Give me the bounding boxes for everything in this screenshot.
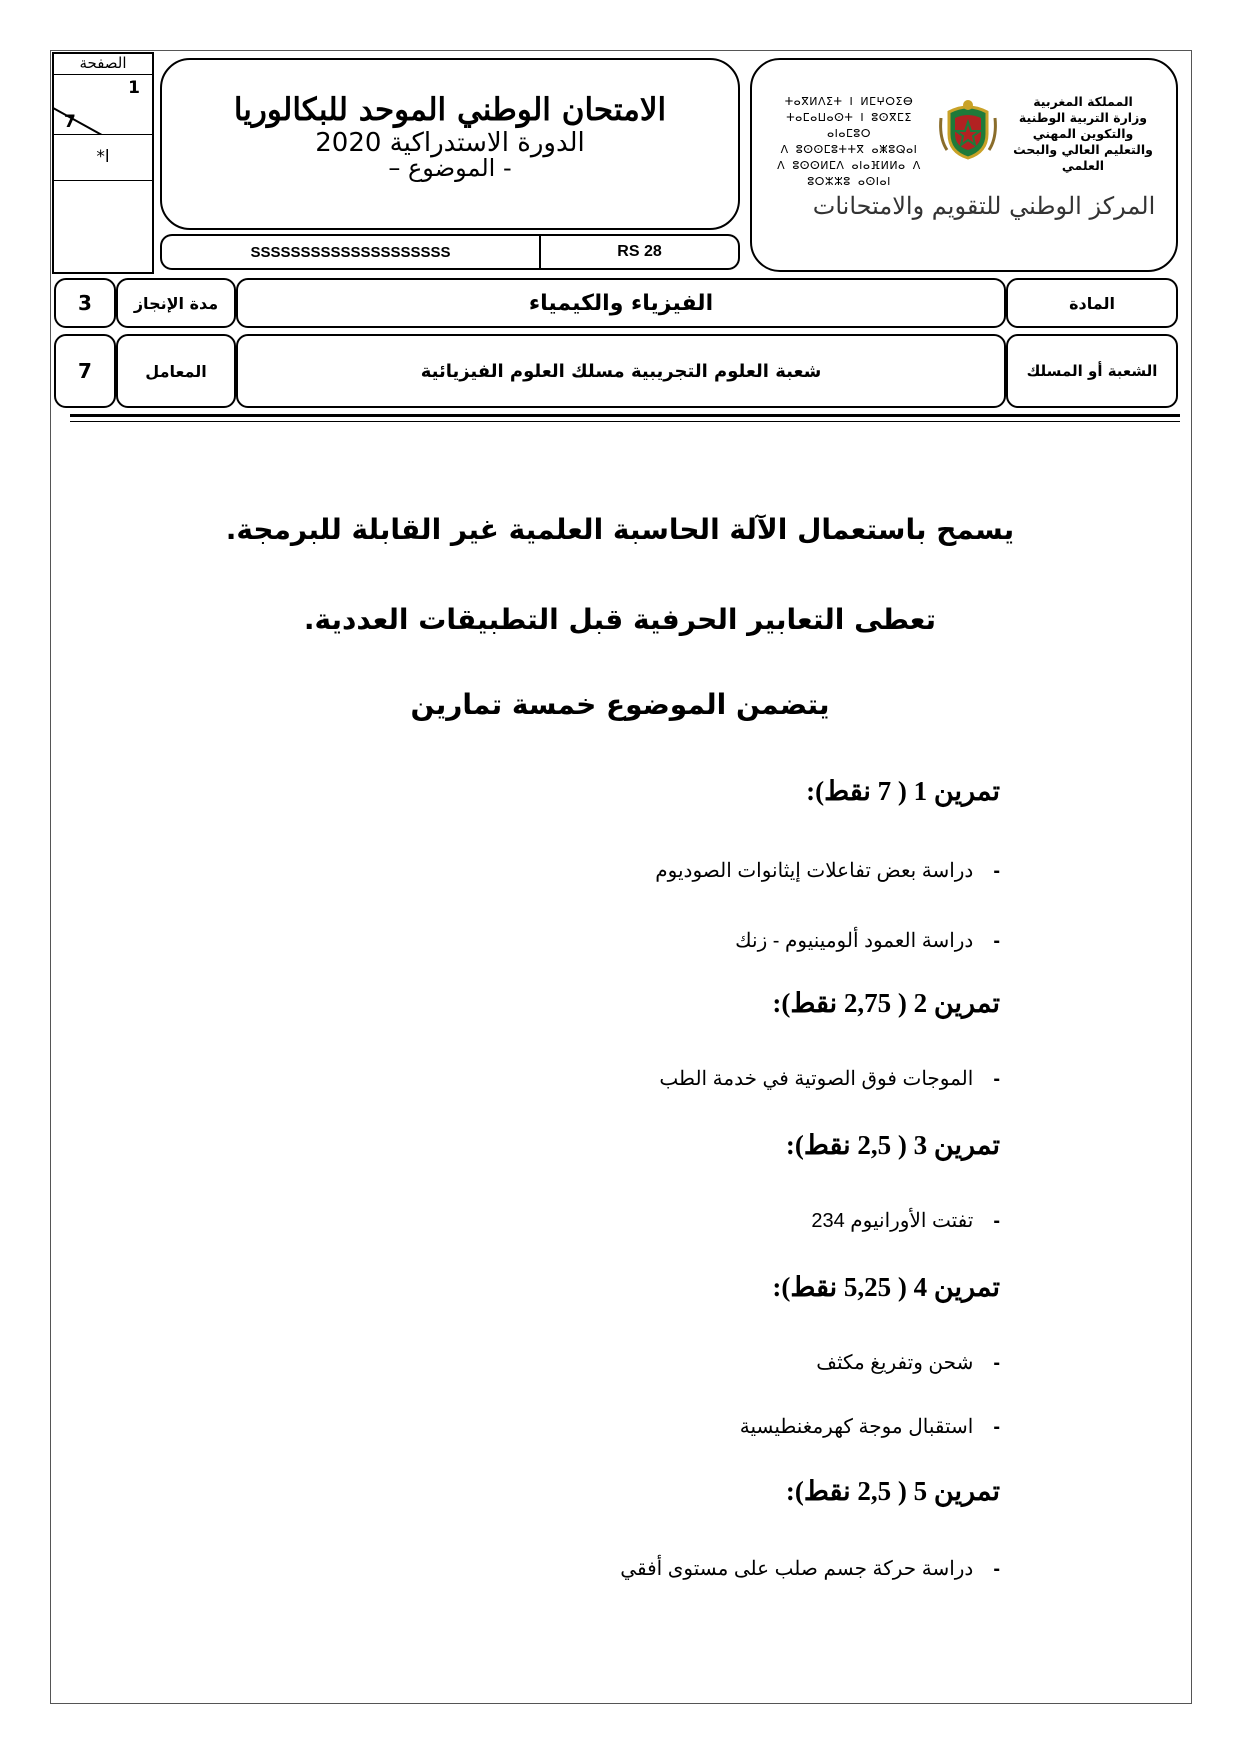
exercise-3-item: -تفتت الأورانيوم 234	[811, 1210, 1000, 1232]
branch-label: الشعبة أو المسلك	[1026, 362, 1158, 380]
exercise-5-title: تمرين 5 ( 2,5 نقط):	[785, 1476, 1000, 1506]
exercise-2-title: تمرين 2 ( 2,75 نقط):	[772, 988, 1000, 1018]
exercise-2-topic-1: الموجات فوق الصوتية في خدمة الطب	[659, 1068, 974, 1090]
exercise-3-title: تمرين 3 ( 2,5 نقط):	[785, 1130, 1000, 1160]
instruction-calculator: يسمح باستعمال الآلة الحاسبة العلمية غير القابلة للبرمجة.	[225, 513, 1015, 546]
page-total: 7	[64, 112, 76, 132]
arabic-ministry-text	[998, 94, 1168, 174]
page-number-box	[52, 52, 154, 274]
branch-value-box	[236, 334, 1006, 408]
exam-code: RS 28	[617, 243, 662, 260]
exercise-1-item: -دراسة بعض تفاعلات إيثانوات الصوديوم	[655, 860, 1000, 882]
exercise-4-title: تمرين 4 ( 5,25 نقط):	[772, 1272, 1000, 1302]
header-separator	[70, 414, 1180, 422]
institution-logo-box	[750, 58, 1178, 272]
exercise-4-topic-2: استقبال موجة كهرمغنطيسية	[739, 1416, 974, 1438]
exam-code-box	[540, 234, 740, 270]
exercise-4-item: -استقبال موجة كهرمغنطيسية	[739, 1416, 1000, 1438]
subject-value-box	[236, 278, 1006, 328]
page-code: *ا	[96, 147, 110, 167]
ministry-line: وزارة التربية الوطنية	[1018, 110, 1148, 125]
exercise-2-item: -الموجات فوق الصوتية في خدمة الطب	[659, 1068, 1000, 1090]
exercise-4-topic-1: شحن وتفريغ مكثف	[816, 1352, 974, 1374]
ministry-line: والتعليم العالي والبحث العلمي	[1013, 142, 1153, 173]
coefficient-label-box	[116, 334, 236, 408]
subject-label-box	[1006, 278, 1178, 328]
exercise-3-topic-1: تفتت الأورانيوم 234	[811, 1210, 974, 1232]
branch-value: شعبة العلوم التجريبية مسلك العلوم الفيزيائية	[420, 360, 822, 382]
exam-title: الامتحان الوطني الموحد للبكالوريا	[233, 92, 667, 128]
ministry-line: المملكة المغربية	[1033, 94, 1133, 109]
coefficient-label: المعامل	[145, 361, 207, 381]
page-code-cell	[54, 134, 152, 181]
candidate-code-box	[160, 234, 540, 270]
coat-of-arms-icon	[937, 98, 999, 162]
exercise-1-topic-1: دراسة بعض تفاعلات إيثانوات الصوديوم	[655, 860, 974, 882]
exercise-4-item: -شحن وتفريغ مكثف	[816, 1352, 1000, 1374]
page-label: الصفحة	[54, 54, 152, 75]
ministry-line: والتكوين المهني	[1032, 126, 1134, 141]
duration-value: 3	[78, 291, 92, 315]
coefficient-value: 7	[78, 359, 92, 383]
instruction-literal-expressions: تعطى التعابير الحرفية قبل التطبيقات العددية.	[303, 603, 937, 636]
exercise-5-item: -دراسة حركة جسم صلب على مستوى أفقي	[620, 1558, 1000, 1580]
page-count-cell	[54, 74, 152, 135]
tifinagh-ministry-text	[774, 94, 924, 190]
evaluation-center-name: المركز الوطني للتقويم والامتحانات	[812, 192, 1156, 220]
page-current: 1	[128, 78, 140, 98]
exercise-1-topic-2: دراسة العمود ألومينيوم - زنك	[735, 930, 974, 952]
tifinagh-line: ⴷ ⵓⵙⵙⵎⵓⵜⵜⴳ ⴰⵥⵓⵕⴰⵏ	[780, 143, 918, 156]
exam-session: الدورة الاستدراكية 2020	[315, 128, 585, 158]
subject-label: المادة	[1069, 293, 1115, 313]
duration-label: مدة الإنجاز	[133, 293, 219, 313]
branch-label-box	[1006, 334, 1178, 408]
instruction-exercise-count: يتضمن الموضوع خمسة تمارين	[410, 688, 830, 721]
tifinagh-line: ⵜⴰⵎⴰⵡⴰⵙⵜ ⵏ ⵓⵙⴳⵎⵉ ⴰⵏⴰⵎⵓⵔ	[786, 111, 912, 140]
tifinagh-line: ⵜⴰⴳⵍⴷⵉⵜ ⵏ ⵍⵎⵖⵔⵉⴱ	[784, 95, 914, 108]
duration-label-box	[116, 278, 236, 328]
tifinagh-line: ⴷ ⵓⵙⵙⵍⵎⴷ ⴰⵏⴰⴼⵍⵍⴰ ⴷ ⵓⵔⵣⵣⵓ ⴰⵙⵏⴰⵏ	[777, 159, 921, 188]
exercise-5-topic-1: دراسة حركة جسم صلب على مستوى أفقي	[620, 1558, 974, 1580]
exam-title-box	[160, 58, 740, 230]
exercise-1-item: -دراسة العمود ألومينيوم - زنك	[735, 930, 1000, 952]
subject-value: الفيزياء والكيمياء	[528, 290, 714, 316]
candidate-code: SSSSSSSSSSSSSSSSSSSS	[250, 243, 451, 261]
exercise-1-title: تمرين 1 ( 7 نقط):	[806, 776, 1000, 806]
coefficient-value-box	[54, 334, 116, 408]
exam-subject-label: - الموضوع –	[388, 154, 512, 182]
duration-value-box	[54, 278, 116, 328]
